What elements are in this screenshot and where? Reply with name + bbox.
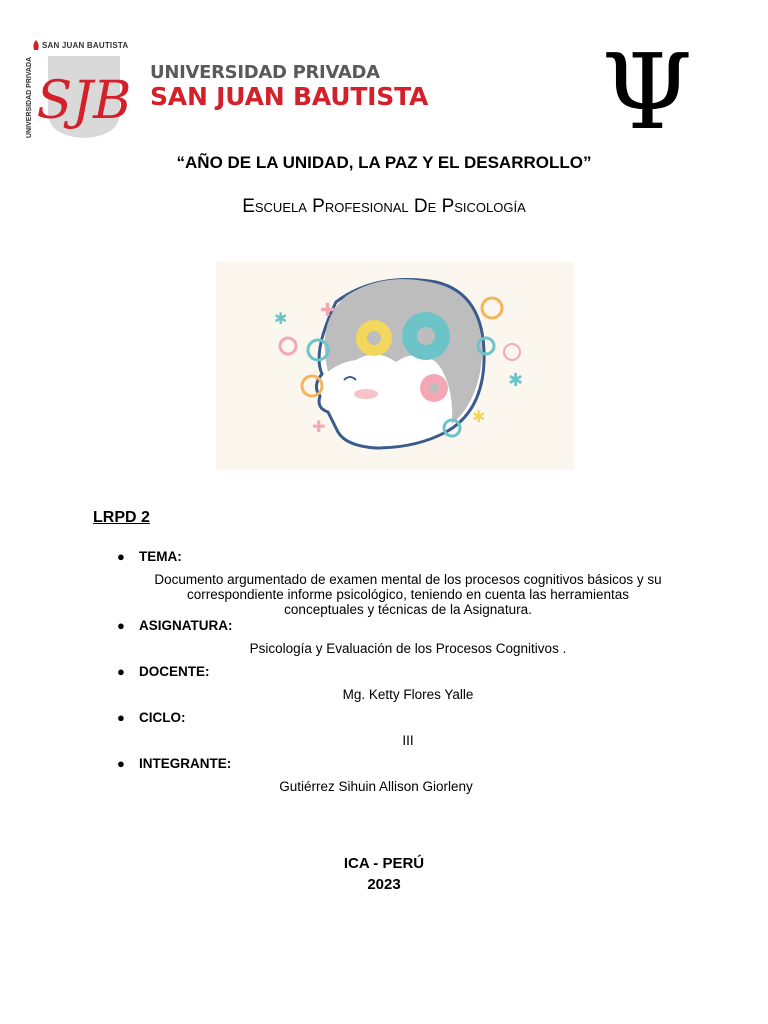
field-value-asignatura: Psicología y Evaluación de los Procesos Cognitivos .	[249, 641, 567, 656]
university-name-line1: UNIVERSIDAD PRIVADA	[150, 62, 380, 83]
university-seal-icon	[36, 52, 132, 140]
field-label-tema: TEMA:	[139, 549, 182, 564]
field-label-integrante: INTEGRANTE:	[139, 756, 232, 771]
field-label-ciclo: CICLO:	[139, 710, 186, 725]
field-value-integrante: Gutiérrez Sihuin Allison Giorleny	[279, 779, 473, 794]
footer-place: ICA - PERÚ	[343, 855, 425, 872]
psi-symbol: Ψ	[601, 31, 693, 153]
document-code: LRPD 2	[93, 509, 150, 526]
year-motto: “AÑO DE LA UNIDAD, LA PAZ Y EL DESARROLLO”	[176, 153, 592, 172]
field-label-asignatura: ASIGNATURA:	[139, 618, 233, 633]
field-value-docente: Mg. Ketty Flores Yalle	[342, 687, 474, 702]
seal-vertical-text: UNIVERSIDAD PRIVADA	[26, 56, 33, 138]
university-name-line2: SAN JUAN BAUTISTA	[150, 82, 429, 111]
svg-text:✱: ✱	[508, 370, 524, 391]
flame-icon	[30, 40, 42, 50]
bullet-icon: ●	[117, 664, 125, 679]
seal-caption: SAN JUAN BAUTISTA	[42, 41, 129, 50]
bullet-icon: ●	[117, 549, 125, 564]
field-label-docente: DOCENTE:	[139, 664, 210, 679]
svg-text:✚: ✚	[320, 300, 336, 321]
brain-gears-head-icon	[216, 262, 574, 470]
field-value-ciclo: III	[402, 733, 414, 748]
svg-text:✱: ✱	[472, 407, 486, 426]
bullet-icon: ●	[117, 710, 125, 725]
svg-text:✱: ✱	[274, 309, 288, 328]
bullet-icon: ●	[117, 618, 125, 633]
bullet-icon: ●	[117, 756, 125, 771]
school-name: Escuela Profesional De Psicología	[242, 196, 526, 217]
brain-gears-illustration	[216, 262, 574, 470]
seal-letters: SJB	[36, 71, 132, 131]
footer-year: 2023	[367, 876, 401, 893]
psi-icon	[592, 31, 702, 153]
svg-text:✚: ✚	[312, 417, 326, 436]
field-value-tema: Documento argumentado de examen mental de los procesos cognitivos básicos y su correspondiente informe psicológico, teniendo en cuenta las herramientas conceptuales y técnicas de la Asignatura.	[154, 572, 662, 617]
